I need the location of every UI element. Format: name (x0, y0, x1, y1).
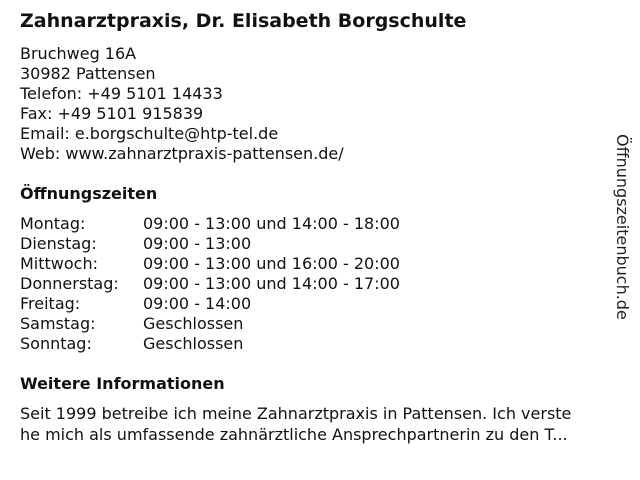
hours-row-wednesday (20, 254, 400, 274)
hours-row-saturday (20, 314, 400, 334)
day-label: Dienstag: (20, 234, 97, 253)
time-value: Geschlossen (143, 314, 244, 333)
hours-row-thursday (20, 274, 400, 294)
address-city: 30982 Pattensen (20, 64, 156, 83)
phone-number: Telefon: +49 5101 14433 (20, 84, 223, 103)
email-address: Email: e.borgschulte@htp-tel.de (20, 124, 279, 143)
day-label: Freitag: (20, 294, 81, 313)
website-url: Web: www.zahnarztpraxis-pattensen.de/ (20, 144, 344, 163)
hours-row-sunday (20, 334, 400, 354)
time-value: Geschlossen (143, 334, 244, 353)
hours-row-friday (20, 294, 400, 314)
practice-title: Zahnarztpraxis, Dr. Elisabeth Borgschulte (20, 10, 467, 32)
day-label: Montag: (20, 214, 86, 233)
hours-row-tuesday (20, 234, 400, 254)
time-value: 09:00 - 14:00 (143, 294, 252, 313)
address-street: Bruchweg 16A (20, 44, 137, 63)
fax-number: Fax: +49 5101 915839 (20, 104, 204, 123)
contact-block (20, 44, 344, 164)
day-label: Sonntag: (20, 334, 92, 353)
day-label: Donnerstag: (20, 274, 119, 293)
brand-label: Öffnungszeitenbuch.de (613, 134, 632, 320)
opening-hours-table (20, 214, 400, 354)
day-label: Samstag: (20, 314, 96, 333)
day-label: Mittwoch: (20, 254, 98, 273)
hours-row-monday (20, 214, 400, 234)
opening-hours-heading: Öffnungszeiten (20, 184, 158, 203)
more-info-heading: Weitere Informationen (20, 374, 225, 393)
time-value: 09:00 - 13:00 und 16:00 - 20:00 (143, 254, 400, 273)
time-value: 09:00 - 13:00 (143, 234, 252, 253)
time-value: 09:00 - 13:00 und 14:00 - 17:00 (143, 274, 400, 293)
brand-watermark (612, 134, 632, 334)
time-value: 09:00 - 13:00 und 14:00 - 18:00 (143, 214, 400, 233)
description-text: Seit 1999 betreibe ich meine Zahnarztpraxis in Pattensen. Ich verste he mich als umfassende zahnärztliche Ansprechpartnerin zu den T... (20, 404, 572, 444)
